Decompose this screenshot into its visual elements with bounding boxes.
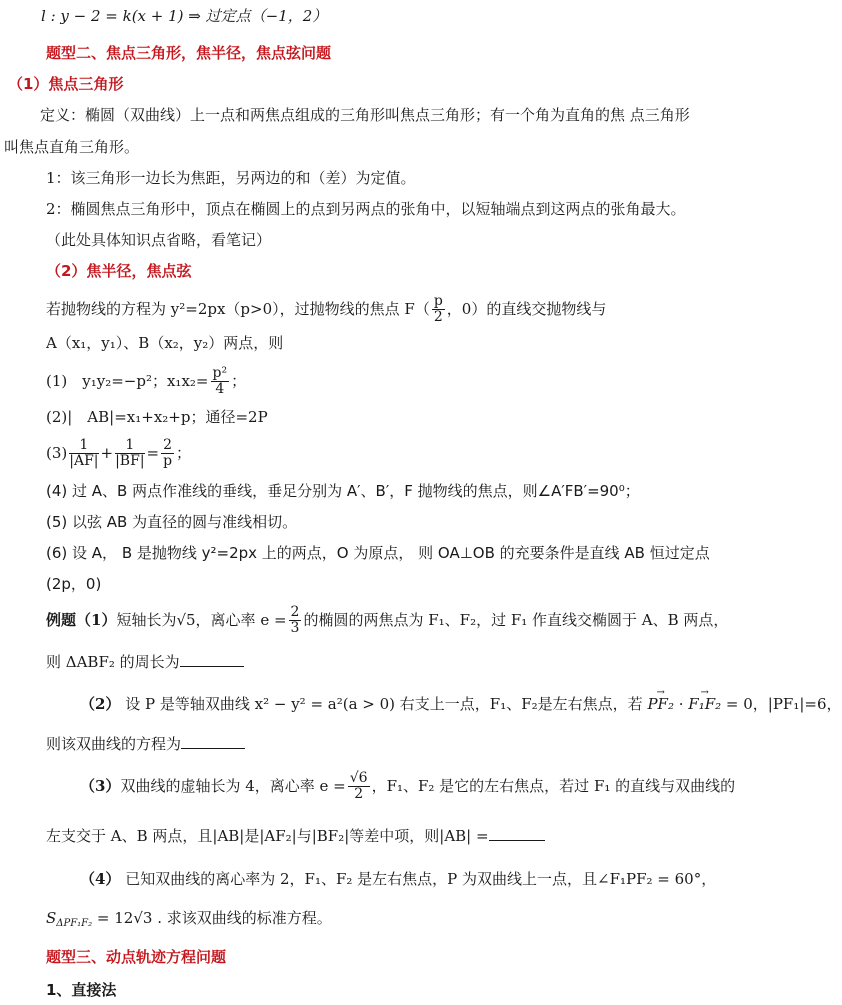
example-4-text-a: 已知双曲线的离心率为 2，F₁、F₂ 是左右焦点，P 为双曲线上一点，且∠F₁PF₂ = 60°，: [125, 870, 717, 888]
equals-sign: =: [146, 444, 160, 462]
item-3-end: ；: [176, 444, 192, 462]
example-3: [80, 766, 735, 806]
fraction-1-over-af: [69, 438, 98, 469]
line-definition-fixed-point: l : y − 2 = k(x + 1) ⇒ 过定点（−1，2）: [41, 7, 328, 25]
example-3-text-b: ，F₁、F₂ 是它的左右焦点，若过 F₁ 的直线与双曲线的: [371, 777, 736, 795]
answer-blank[interactable]: [180, 652, 244, 667]
fraction-den: 2: [354, 785, 364, 802]
vector-pf2: → PF₂: [647, 694, 674, 714]
example-1: [46, 602, 728, 638]
fraction-sqrt6-over-2: [348, 771, 370, 802]
property-2: 2：椭圆焦点三角形中，顶点在椭圆上的点到另两点的张角中，以短轴端点到这两点的张角最大。: [46, 200, 686, 218]
example-4: [80, 869, 716, 889]
example-1-question: [46, 652, 244, 672]
vector-f1f2: → F₁F₂: [688, 694, 721, 714]
fraction-2-over-p: [161, 438, 174, 469]
example-4-text-c: = 12√3 . 求该双曲线的标准方程。: [92, 909, 332, 927]
area-subscript: ΔPF₁F₂: [56, 918, 93, 929]
definition-line-1: 定义：椭圆（双曲线）上一点和两焦点组成的三角形叫焦点三角形；有一个角为直角的焦 点三角形: [40, 106, 690, 124]
note-line: （此处具体知识点省略，看笔记）: [46, 231, 272, 249]
example-4-number: （4）: [80, 870, 121, 888]
fraction-2-over-3: [289, 605, 302, 636]
fraction-1-over-bf: [115, 438, 144, 469]
section-3-title: 题型三、动点轨迹方程问题: [46, 948, 227, 966]
definition-line-2: 叫焦点直角三角形。: [4, 138, 140, 156]
item-6-continued: (2p，0): [46, 575, 102, 593]
fraction-num: 2: [163, 436, 173, 453]
answer-blank[interactable]: [489, 826, 545, 841]
example-3-text-c: 左支交于 A、B 两点，且|AB|是|AF₂|与|BF₂|等差中项，则|AB| =: [46, 827, 489, 845]
example-1-text-b: 的椭圆的两焦点为 F₁、F₂，过 F₁ 作直线交椭圆于 A、B 两点，: [303, 611, 729, 629]
item-5: (5) 以弦 AB 为直径的圆与准线相切。: [46, 513, 298, 531]
section-2-title: 题型二、焦点三角形，焦半径，焦点弦问题: [46, 44, 332, 62]
fraction-den: 4: [215, 380, 225, 397]
fraction-den: 2: [433, 308, 443, 325]
fraction-num: p²: [212, 364, 228, 381]
fraction-den: |BF|: [115, 452, 145, 469]
fraction-p-over-2: [432, 294, 445, 325]
section-3-subtitle: 1、直接法: [46, 981, 117, 999]
example-2: [80, 694, 842, 714]
fraction-num: 2: [290, 603, 300, 620]
fraction-den: p: [163, 452, 173, 469]
item-6: (6) 设 A， B 是抛物线 y²=2px 上的两点，O 为原点， 则 OA⊥OB 的充要条件是直线 AB 恒过定点: [46, 544, 710, 562]
item-1-end: ；: [231, 372, 247, 390]
parabola-intro-text: 若抛物线的方程为 y²=2px（p>0），过抛物线的焦点 F（: [46, 300, 430, 318]
example-1-text-a: 短轴长为√5，离心率 e =: [116, 611, 287, 629]
plus-sign: +: [100, 444, 114, 462]
item-3-label: (3): [46, 444, 68, 462]
dot-operator: ·: [678, 695, 689, 713]
fraction-num: 1: [69, 438, 98, 454]
fraction-num: √6: [349, 769, 368, 786]
area-symbol: S: [46, 909, 57, 927]
example-1-number: （1）: [76, 611, 117, 629]
subsection-1-title: （1）焦点三角形: [8, 75, 124, 93]
item-1-text: (1) y₁y₂=−p²；x₁x₂=: [46, 372, 209, 390]
example-3-text-a: 双曲线的虚轴长为 4，离心率 e =: [120, 777, 346, 795]
example-2-text-c: 则该双曲线的方程为: [46, 735, 182, 753]
parabola-intro-text-2: ，0）的直线交抛物线与: [446, 300, 607, 318]
example-3-question: [46, 826, 545, 846]
example-2-number: （2）: [80, 695, 121, 713]
example-3-number: （3）: [80, 777, 121, 795]
fraction-den: |AF|: [69, 452, 99, 469]
item-4: (4) 过 A、B 两点作准线的垂线，垂足分别为 A′、B′，F 抛物线的焦点，则∠A′FB′=90⁰；: [46, 482, 640, 500]
example-4-area: [46, 908, 332, 934]
example-2-question: [46, 734, 245, 754]
example-2-text-b: = 0，|PF₁|=6，: [725, 695, 842, 713]
item-2: (2)| AB|=x₁+x₂+p；通径=2P: [46, 408, 268, 426]
fraction-p2-over-4: [211, 366, 230, 397]
item-3: [46, 433, 191, 473]
example-label: 例题: [46, 611, 77, 629]
answer-blank[interactable]: [181, 734, 245, 749]
example-1-text-c: 则 ΔABF₂ 的周长为: [46, 653, 180, 671]
parabola-intro-line: [46, 292, 606, 326]
item-1: [46, 361, 246, 401]
fraction-num: p: [433, 292, 443, 309]
subsection-2-title: （2）焦半径，焦点弦: [46, 262, 192, 280]
property-1: 1：该三角形一边长为焦距，另两边的和（差）为定值。: [46, 169, 416, 187]
fraction-den: 3: [290, 619, 300, 636]
fraction-num: 1: [115, 438, 144, 454]
points-line: A（x₁，y₁）、B（x₂，y₂）两点，则: [46, 334, 284, 352]
example-2-text-a: 设 P 是等轴双曲线 x² − y² = a²(a > 0) 右支上一点，F₁、F₂是左右焦点，若: [125, 695, 643, 713]
